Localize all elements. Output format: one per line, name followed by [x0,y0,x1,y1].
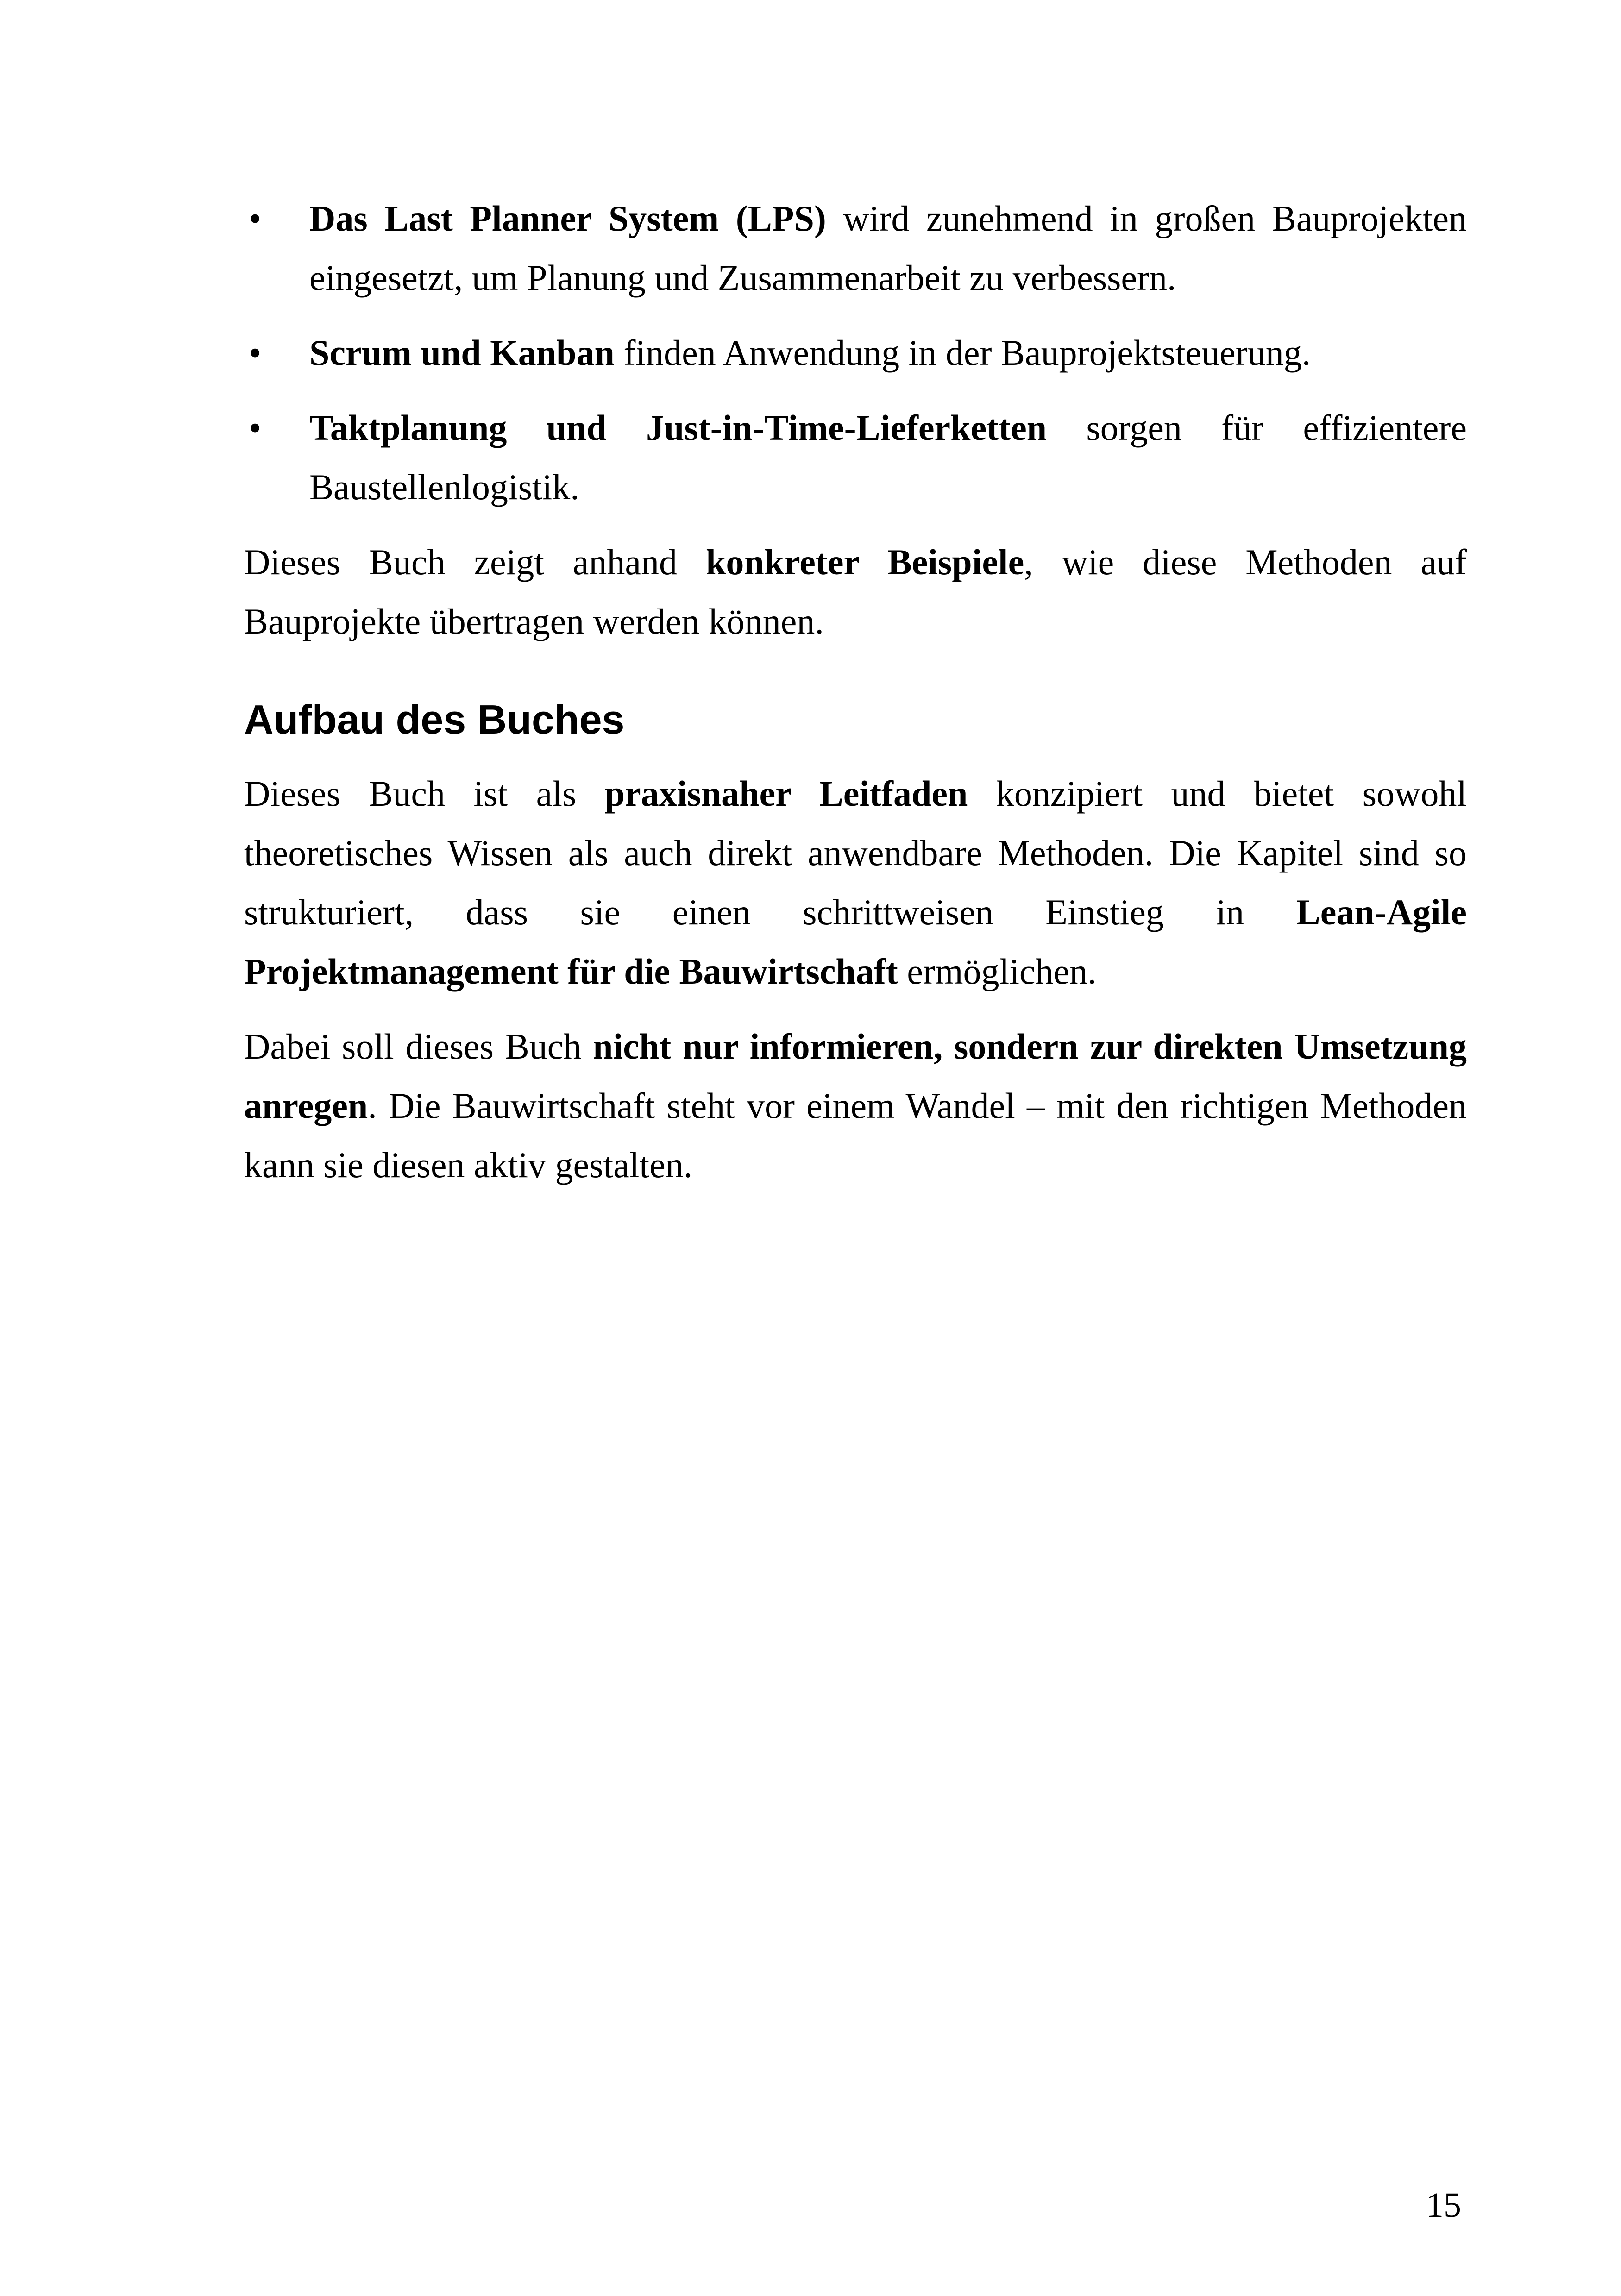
section-heading: Aufbau des Buches [244,696,625,742]
text-run: finden Anwendung in der Bauprojektsteuerung. [614,332,1311,373]
bullet-item [244,189,1467,307]
paragraph [244,1017,1467,1195]
bullet-icon: • [249,198,262,238]
bold-text-run: Taktplanung und Just-in-Time-Lieferketten [309,408,1047,448]
bold-text-run: konkreter Beispiele [705,542,1024,582]
text-run: . Die Bauwirtschaft steht vor einem Wandel – mit den richtigen Methoden kann sie diesen aktiv gestalten. [244,1085,1467,1185]
text-run: Dieses Buch ist als [244,773,605,814]
text-run: konzipiert und bietet sowohl theoretisches Wissen als auch direkt anwendbare Methoden. Die Kapitel sind so strukturiert, dass sie einen schrittweisen Einstieg in [244,773,1467,932]
paragraph [244,533,1467,651]
text-run: ermöglichen. [898,951,1097,991]
bullet-list [244,189,1467,517]
bold-text-run: nicht nur informieren, sondern zur direkten Umsetzung anregen [244,1026,1467,1126]
bold-text-run: Scrum und Kanban [309,332,615,373]
paragraph [244,764,1467,1001]
text-run: Dabei soll dieses Buch [244,1026,593,1066]
bold-text-run: Lean-Agile Projektmanagement für die Bauwirtschaft [244,892,1467,991]
bullet-item [244,323,1467,383]
content [244,189,1467,1211]
bold-text-run: praxisnaher Leitfaden [604,773,968,814]
text-run: sorgen für effizientere Baustellenlogistik. [309,408,1467,507]
text-run: , wie diese Methoden auf Bauprojekte übertragen werden können. [244,542,1467,641]
bullet-icon: • [249,332,262,373]
page-number: 15 [1426,2186,1461,2225]
bold-text-run: Das Last Planner System (LPS) [309,198,826,238]
bullet-item [244,398,1467,517]
text-run: Dieses Buch zeigt anhand [244,542,706,582]
bullet-icon: • [249,408,262,448]
text-run: wird zunehmend in großen Bauprojekten eingesetzt, um Planung und Zusammenarbeit zu verbessern. [309,198,1467,298]
